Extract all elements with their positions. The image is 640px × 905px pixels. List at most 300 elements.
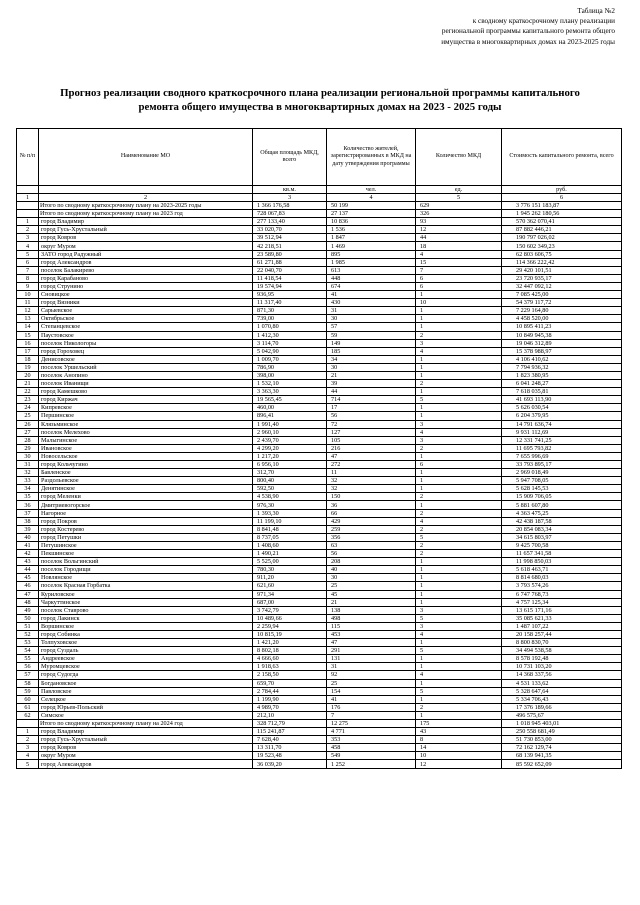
municipality-name: город Костерево <box>39 525 253 533</box>
repair-cost: 7 794 936,32 <box>502 363 622 371</box>
total-area: 1 421,20 <box>253 639 327 647</box>
row-number: 4 <box>17 752 39 760</box>
repair-cost: 23 720 935,17 <box>502 274 622 282</box>
column-number: 4 <box>327 194 416 202</box>
table-row <box>17 533 622 541</box>
municipality-name: город Струнино <box>39 282 253 290</box>
residents-count: 1 536 <box>327 226 416 234</box>
repair-cost: 1 018 945 403,01 <box>502 720 622 728</box>
buildings-count: 1 <box>416 315 502 323</box>
total-area: 19 574,94 <box>253 282 327 290</box>
municipality-name: поселок Красная Горбатка <box>39 582 253 590</box>
table-row <box>17 598 622 606</box>
repair-cost: 496 575,67 <box>502 711 622 719</box>
row-number: 30 <box>17 452 39 460</box>
table-row <box>17 550 622 558</box>
buildings-count: 5 <box>416 533 502 541</box>
table-row <box>17 412 622 420</box>
municipality-name: город Вязники <box>39 299 253 307</box>
residents-count: 59 <box>327 331 416 339</box>
repair-cost: 5 618 463,71 <box>502 566 622 574</box>
total-area: 739,00 <box>253 315 327 323</box>
municipality-name: поселок Ставрово <box>39 606 253 614</box>
table-row <box>17 315 622 323</box>
buildings-count: 1 <box>416 388 502 396</box>
units-row <box>17 186 622 194</box>
row-number: 55 <box>17 655 39 663</box>
repair-cost: 85 592 652,09 <box>502 760 622 768</box>
buildings-count: 1 <box>416 679 502 687</box>
municipality-name: Денисовское <box>39 355 253 363</box>
repair-cost: 4 458 520,00 <box>502 315 622 323</box>
municipality-name: ЗАТО город Радужный <box>39 250 253 258</box>
residents-count: 41 <box>327 695 416 703</box>
row-number: 42 <box>17 550 39 558</box>
buildings-count: 1 <box>416 663 502 671</box>
row-number: 2 <box>17 736 39 744</box>
row-number: 25 <box>17 412 39 420</box>
table-row <box>17 485 622 493</box>
municipality-name: город Владимир <box>39 728 253 736</box>
residents-count: 149 <box>327 339 416 347</box>
repair-cost: 1 945 262 180,56 <box>502 210 622 218</box>
table-row <box>17 566 622 574</box>
buildings-count: 44 <box>416 234 502 242</box>
total-row <box>17 202 622 210</box>
buildings-count: 4 <box>416 428 502 436</box>
row-number: 40 <box>17 533 39 541</box>
municipality-name: город Собинка <box>39 630 253 638</box>
total-area: 4 989,70 <box>253 703 327 711</box>
municipality-name: Нагорное <box>39 509 253 517</box>
municipality-name: Куриловское <box>39 590 253 598</box>
total-area: 8 841,48 <box>253 525 327 533</box>
row-number: 49 <box>17 606 39 614</box>
residents-count: 39 <box>327 380 416 388</box>
table-row <box>17 477 622 485</box>
buildings-count: 1 <box>416 404 502 412</box>
residents-count: 47 <box>327 452 416 460</box>
row-number: 54 <box>17 647 39 655</box>
residents-count: 25 <box>327 582 416 590</box>
buildings-count: 4 <box>416 347 502 355</box>
repair-cost: 34 494 538,58 <box>502 647 622 655</box>
total-row <box>17 210 622 218</box>
total-area: 5 525,00 <box>253 558 327 566</box>
municipality-name: Паустовское <box>39 331 253 339</box>
repair-cost: 10 849 945,38 <box>502 331 622 339</box>
repair-cost: 5 628 145,53 <box>502 485 622 493</box>
table-row <box>17 582 622 590</box>
total-area: 1 009,70 <box>253 355 327 363</box>
table-body <box>17 202 622 769</box>
table-row <box>17 299 622 307</box>
municipality-name: Богдановское <box>39 679 253 687</box>
total-area: 896,41 <box>253 412 327 420</box>
repair-cost: 5 881 607,80 <box>502 501 622 509</box>
repair-cost: 12 331 741,25 <box>502 436 622 444</box>
residents-count: 895 <box>327 250 416 258</box>
table-row <box>17 404 622 412</box>
caption-line: к сводному краткосрочному плану реализации <box>472 17 615 26</box>
repair-cost: 14 368 337,56 <box>502 671 622 679</box>
buildings-count: 2 <box>416 703 502 711</box>
repair-cost: 7 229 164,80 <box>502 307 622 315</box>
column-number-row <box>17 194 622 202</box>
repair-cost: 5 947 708,05 <box>502 477 622 485</box>
total-area: 871,30 <box>253 307 327 315</box>
buildings-count: 2 <box>416 525 502 533</box>
buildings-count: 18 <box>416 242 502 250</box>
repair-cost: 7 618 035,81 <box>502 388 622 396</box>
repair-cost: 13 615 171,16 <box>502 606 622 614</box>
total-area: 1 217,20 <box>253 452 327 460</box>
municipality-name: Сарыевское <box>39 307 253 315</box>
total-area: 2 439,70 <box>253 436 327 444</box>
header-cell: № п/п <box>17 129 39 186</box>
repair-cost: 72 162 129,74 <box>502 744 622 752</box>
buildings-count: 2 <box>416 509 502 517</box>
residents-count: 429 <box>327 517 416 525</box>
row-number: 56 <box>17 663 39 671</box>
total-area: 8 802,18 <box>253 647 327 655</box>
repair-cost: 10 731 103,20 <box>502 663 622 671</box>
total-area: 33 020,70 <box>253 226 327 234</box>
buildings-count: 6 <box>416 274 502 282</box>
table-row <box>17 525 622 533</box>
buildings-count: 1 <box>416 590 502 598</box>
row-number <box>17 210 39 218</box>
residents-count: 56 <box>327 550 416 558</box>
municipality-name: Чаркуттинское <box>39 598 253 606</box>
municipality-name: город Лакинск <box>39 614 253 622</box>
buildings-count: 4 <box>416 517 502 525</box>
buildings-count: 43 <box>416 728 502 736</box>
repair-cost: 15 909 706,05 <box>502 493 622 501</box>
table-row <box>17 436 622 444</box>
buildings-count: 1 <box>416 655 502 663</box>
repair-cost: 42 438 187,58 <box>502 517 622 525</box>
repair-cost: 20 854 083,34 <box>502 525 622 533</box>
residents-count: 56 <box>327 412 416 420</box>
total-area: 3 742,79 <box>253 606 327 614</box>
total-area: 11 418,54 <box>253 274 327 282</box>
repair-cost: 1 487 107,22 <box>502 622 622 630</box>
buildings-count: 1 <box>416 711 502 719</box>
table-row <box>17 501 622 509</box>
total-area: 621,60 <box>253 582 327 590</box>
table-row <box>17 452 622 460</box>
repair-cost: 15 378 988,97 <box>502 347 622 355</box>
residents-count: 66 <box>327 509 416 517</box>
row-number: 44 <box>17 566 39 574</box>
municipality-name: Ивановское <box>39 444 253 452</box>
municipality-name: город Александров <box>39 258 253 266</box>
municipality-name: Дмитриевогорское <box>39 501 253 509</box>
row-number: 23 <box>17 396 39 404</box>
total-area: 6 956,10 <box>253 461 327 469</box>
row-number: 5 <box>17 250 39 258</box>
total-area: 398,00 <box>253 371 327 379</box>
buildings-count: 5 <box>416 396 502 404</box>
row-number: 38 <box>17 517 39 525</box>
buildings-count: 1 <box>416 695 502 703</box>
buildings-count: 10 <box>416 299 502 307</box>
table-row <box>17 711 622 719</box>
municipality-name: Пекшинское <box>39 550 253 558</box>
total-area: 10 815,19 <box>253 630 327 638</box>
row-number: 15 <box>17 331 39 339</box>
municipality-name: Итого по сводному краткосрочному плану на 2023-2025 годы <box>39 202 253 210</box>
row-number: 3 <box>17 744 39 752</box>
title-line: ремонта общего имущества в многоквартирных домах на 2023 - 2025 годы <box>138 101 502 113</box>
buildings-count: 10 <box>416 752 502 760</box>
unit-cell: чел. <box>327 186 416 194</box>
table-row <box>17 242 622 250</box>
municipality-name: город Владимир <box>39 218 253 226</box>
buildings-count: 1 <box>416 363 502 371</box>
total-area: 780,30 <box>253 566 327 574</box>
repair-cost: 8 814 680,03 <box>502 574 622 582</box>
table-row <box>17 274 622 282</box>
total-area: 4 299,20 <box>253 444 327 452</box>
total-area: 2 259,94 <box>253 622 327 630</box>
municipality-name: город Покров <box>39 517 253 525</box>
municipality-name: Малыгинское <box>39 436 253 444</box>
table-row <box>17 339 622 347</box>
residents-count: 12 275 <box>327 720 416 728</box>
row-number: 62 <box>17 711 39 719</box>
row-number: 53 <box>17 639 39 647</box>
row-number: 45 <box>17 574 39 582</box>
table-row <box>17 250 622 258</box>
residents-count: 36 <box>327 501 416 509</box>
municipality-name: город Киржач <box>39 396 253 404</box>
total-area: 39 512,94 <box>253 234 327 242</box>
repair-cost: 41 693 113,90 <box>502 396 622 404</box>
row-number: 4 <box>17 242 39 250</box>
buildings-count: 5 <box>416 647 502 655</box>
table-row <box>17 355 622 363</box>
repair-cost: 8 800 830,70 <box>502 639 622 647</box>
table-row <box>17 736 622 744</box>
row-number: 37 <box>17 509 39 517</box>
row-number: 27 <box>17 428 39 436</box>
repair-cost: 570 362 070,41 <box>502 218 622 226</box>
total-area: 61 271,88 <box>253 258 327 266</box>
residents-count: 47 <box>327 639 416 647</box>
residents-count: 613 <box>327 266 416 274</box>
repair-cost: 5 328 647,64 <box>502 687 622 695</box>
table-row <box>17 752 622 760</box>
repair-cost: 3 776 151 183,87 <box>502 202 622 210</box>
residents-count: 1 847 <box>327 234 416 242</box>
municipality-name: Сновицкое <box>39 291 253 299</box>
unit-cell <box>39 186 253 194</box>
table-row <box>17 469 622 477</box>
table-row <box>17 630 622 638</box>
repair-cost: 4 106 410,62 <box>502 355 622 363</box>
municipality-name: Симское <box>39 711 253 719</box>
municipality-name: город Суздаль <box>39 647 253 655</box>
row-number: 35 <box>17 493 39 501</box>
buildings-count: 1 <box>416 323 502 331</box>
buildings-count: 3 <box>416 339 502 347</box>
total-area: 1 412,30 <box>253 331 327 339</box>
total-area: 115 241,87 <box>253 728 327 736</box>
table-row <box>17 687 622 695</box>
total-area: 11 317,40 <box>253 299 327 307</box>
buildings-count: 3 <box>416 436 502 444</box>
residents-count: 1 985 <box>327 258 416 266</box>
table-row <box>17 331 622 339</box>
unit-cell: руб. <box>502 186 622 194</box>
total-area: 592,50 <box>253 485 327 493</box>
row-number: 14 <box>17 323 39 331</box>
header-cell: Количество жителей, зарегистрированных в МКД на дату утверждения программы <box>327 129 416 186</box>
total-area: 2 158,50 <box>253 671 327 679</box>
total-area: 312,70 <box>253 469 327 477</box>
caption-line: имущества в многоквартирных домах на 2023-2025 годы <box>441 37 615 46</box>
residents-count: 458 <box>327 744 416 752</box>
municipality-name: поселок Вольгинский <box>39 558 253 566</box>
municipality-name: город Гусь-Хрустальный <box>39 226 253 234</box>
table-row <box>17 291 622 299</box>
residents-count: 674 <box>327 282 416 290</box>
repair-cost: 9 931 112,69 <box>502 428 622 436</box>
total-area: 800,40 <box>253 477 327 485</box>
table-row <box>17 744 622 752</box>
repair-cost: 4 531 133,62 <box>502 679 622 687</box>
total-area: 19 523,48 <box>253 752 327 760</box>
table-row <box>17 347 622 355</box>
table-row <box>17 380 622 388</box>
repair-cost: 5 626 030,54 <box>502 404 622 412</box>
residents-count: 30 <box>327 363 416 371</box>
row-number: 7 <box>17 266 39 274</box>
total-area: 728 067,83 <box>253 210 327 218</box>
column-number: 6 <box>502 194 622 202</box>
table-row <box>17 679 622 687</box>
buildings-count: 12 <box>416 760 502 768</box>
municipality-name: город Камешково <box>39 388 253 396</box>
row-number: 3 <box>17 234 39 242</box>
repair-cost: 6 747 768,73 <box>502 590 622 598</box>
residents-count: 7 <box>327 711 416 719</box>
total-area: 22 040,70 <box>253 266 327 274</box>
repair-cost: 11 657 341,58 <box>502 550 622 558</box>
repair-cost: 4 757 125,34 <box>502 598 622 606</box>
repair-cost: 150 602 349,23 <box>502 242 622 250</box>
row-number: 13 <box>17 315 39 323</box>
total-area: 2 960,10 <box>253 428 327 436</box>
residents-count: 17 <box>327 404 416 412</box>
buildings-count: 8 <box>416 736 502 744</box>
municipality-name: Итого по сводному краткосрочному плану на 2023 год <box>39 210 253 218</box>
repair-cost: 11 695 793,82 <box>502 444 622 452</box>
repair-cost: 9 425 700,58 <box>502 541 622 549</box>
total-area: 2 784,44 <box>253 687 327 695</box>
residents-count: 4 771 <box>327 728 416 736</box>
buildings-count: 326 <box>416 210 502 218</box>
residents-count: 115 <box>327 622 416 630</box>
table-row <box>17 663 622 671</box>
row-number: 33 <box>17 477 39 485</box>
buildings-count: 2 <box>416 380 502 388</box>
table-row <box>17 282 622 290</box>
municipality-name: Степанцевское <box>39 323 253 331</box>
row-number: 9 <box>17 282 39 290</box>
municipality-name: Муромцевское <box>39 663 253 671</box>
municipality-name: город Александров <box>39 760 253 768</box>
repair-cost: 62 803 606,75 <box>502 250 622 258</box>
buildings-count: 1 <box>416 485 502 493</box>
row-number: 28 <box>17 436 39 444</box>
residents-count: 92 <box>327 671 416 679</box>
total-area: 786,90 <box>253 363 327 371</box>
table-row <box>17 558 622 566</box>
table-row <box>17 493 622 501</box>
repair-cost: 6 041 248,27 <box>502 380 622 388</box>
municipality-name: Толпуховское <box>39 639 253 647</box>
residents-count: 208 <box>327 558 416 566</box>
municipality-name: Андреевское <box>39 655 253 663</box>
repair-cost: 3 793 574,26 <box>502 582 622 590</box>
buildings-count: 1 <box>416 291 502 299</box>
municipality-name: поселок Анопино <box>39 371 253 379</box>
row-number: 12 <box>17 307 39 315</box>
table-row <box>17 234 622 242</box>
table-row <box>17 266 622 274</box>
unit-cell: ед. <box>416 186 502 194</box>
row-number: 39 <box>17 525 39 533</box>
repair-cost: 19 046 312,89 <box>502 339 622 347</box>
residents-count: 50 199 <box>327 202 416 210</box>
row-number: 51 <box>17 622 39 630</box>
table-row <box>17 307 622 315</box>
buildings-count: 6 <box>416 282 502 290</box>
table-row <box>17 590 622 598</box>
municipality-name: поселок Мелехово <box>39 428 253 436</box>
row-number: 47 <box>17 590 39 598</box>
header-cell: Наименование МО <box>39 129 253 186</box>
residents-count: 30 <box>327 574 416 582</box>
buildings-count: 6 <box>416 461 502 469</box>
row-number: 43 <box>17 558 39 566</box>
row-number: 31 <box>17 461 39 469</box>
total-area: 1 393,30 <box>253 509 327 517</box>
residents-count: 498 <box>327 614 416 622</box>
row-number: 41 <box>17 541 39 549</box>
municipality-name: поселок Никологоры <box>39 339 253 347</box>
municipality-name: город Ковров <box>39 234 253 242</box>
municipality-name: город Судогда <box>39 671 253 679</box>
repair-cost: 33 793 895,17 <box>502 461 622 469</box>
residents-count: 11 <box>327 469 416 477</box>
table-row <box>17 728 622 736</box>
residents-count: 272 <box>327 461 416 469</box>
total-area: 13 311,70 <box>253 744 327 752</box>
buildings-count: 1 <box>416 574 502 582</box>
residents-count: 714 <box>327 396 416 404</box>
municipality-name: Воршинское <box>39 622 253 630</box>
buildings-count: 12 <box>416 226 502 234</box>
column-number: 5 <box>416 194 502 202</box>
total-area: 687,00 <box>253 598 327 606</box>
repair-cost: 51 730 853,00 <box>502 736 622 744</box>
table-header-row <box>17 129 622 186</box>
buildings-count: 1 <box>416 469 502 477</box>
